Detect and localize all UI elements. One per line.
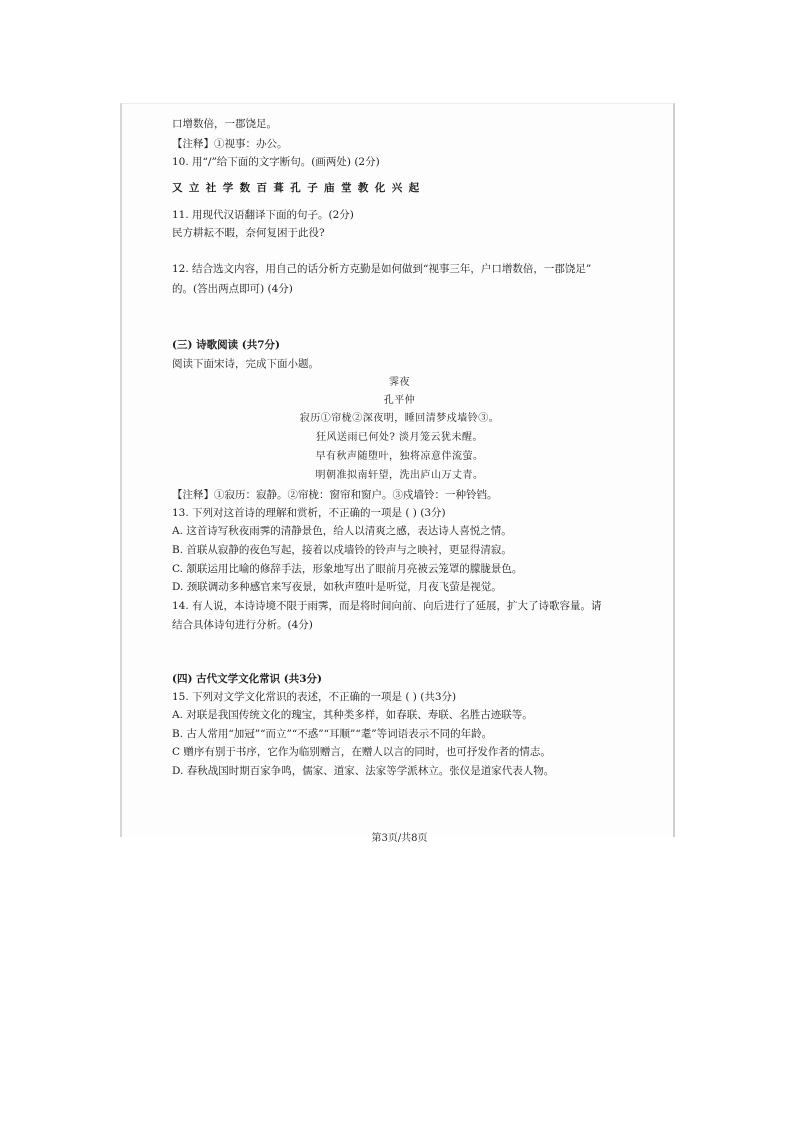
passage-line: 口增数倍，一郡饶足。 bbox=[172, 118, 277, 130]
question-12-line2: 的。(答出两点即可) (4分) bbox=[172, 283, 293, 295]
poem-line-2: 狂风送雨已何处? 淡月笼云犹未醒。 bbox=[315, 432, 484, 443]
section-4-title: (四) 古代文学文化常识 (共3分) bbox=[172, 673, 322, 685]
question-15-option-a: A. 对联是我国传统文化的瑰宝，其种类多样，如春联、寿联、名胜古迹联等。 bbox=[172, 709, 533, 721]
question-12-line1: 12. 结合选文内容，用自己的话分析方克勤是如何做到“视事三年，户口增数倍，一郡饶足” bbox=[172, 263, 592, 275]
question-13-option-b: B. 首联从寂静的夜色写起，接着以戍墙铃的铃声与之映衬，更显得清寂。 bbox=[172, 544, 512, 556]
question-11-text: 民方耕耘不暇，奈何复困于此役? bbox=[172, 227, 325, 239]
question-10-text: 又立社学数百葺孔子庙堂教化兴起 bbox=[172, 182, 426, 194]
poem-line-4: 明朝准拟南轩望，洗出庐山万丈青。 bbox=[315, 470, 484, 481]
poem-note: 【注释】①寂历：寂静。②帘栊：窗帘和窗户。③戍墙铃：一种铃铛。 bbox=[172, 489, 498, 501]
poem-line-1: 寂历①帘栊②深夜明，睡回清梦戍墙铃③。 bbox=[299, 413, 500, 424]
scanned-page bbox=[120, 103, 675, 844]
question-13-option-c: C. 颔联运用比喻的修辞手法，形象地写出了眼前月亮被云笼罩的朦胧景色。 bbox=[172, 563, 523, 575]
poem-line-3: 早有秋声随堕叶，独将凉意伴流萤。 bbox=[315, 451, 484, 462]
question-11: 11. 用现代汉语翻译下面的句子。(2分) bbox=[172, 209, 354, 221]
section-3-title: (三) 诗歌阅读 (共7分) bbox=[172, 339, 280, 351]
question-13: 13. 下列对这首诗的理解和赏析，不正确的一项是 ( ) (3分) bbox=[172, 507, 446, 519]
question-15-option-b: B. 古人常用“加冠”“而立”“不惑”“耳顺”“耄”等词语表示不同的年龄。 bbox=[172, 728, 493, 740]
question-10: 10. 用“/”给下面的文字断句。(画两处) (2分) bbox=[172, 156, 380, 168]
page-footer: 第3页/共8页 bbox=[371, 833, 428, 844]
section-3-intro: 阅读下面宋诗，完成下面小题。 bbox=[172, 358, 319, 370]
question-15-option-d: D. 春秋战国时期百家争鸣，儒家、道家、法家等学派林立。张仪是道家代表人物。 bbox=[172, 765, 555, 777]
poem-title: 霁夜 bbox=[389, 377, 410, 388]
question-15-option-c: C 赠序有别于书序，它作为临别赠言，在赠人以言的同时，也可抒发作者的情志。 bbox=[172, 746, 551, 758]
question-15: 15. 下列对文学文化常识的表述，不正确的一项是 ( ) (共3分) bbox=[172, 691, 457, 703]
question-13-option-a: A. 这首诗写秋夜雨霁的清静景色，给人以清爽之感，表达诗人喜悦之情。 bbox=[172, 525, 512, 537]
question-14-line2: 结合具体诗句进行分析。(4分) bbox=[172, 619, 313, 631]
question-14-line1: 14. 有人说，本诗诗境不限于雨霁，而是将时间向前、向后进行了延展，扩大了诗歌容量。请 bbox=[172, 600, 602, 612]
question-13-option-d: D. 颈联调动多种感官来写夜景，如秋声堕叶是听觉，月夜飞萤是视觉。 bbox=[172, 581, 502, 593]
passage-note: 【注释】①视事：办公。 bbox=[172, 138, 288, 150]
poem-author: 孔平仲 bbox=[383, 395, 416, 406]
